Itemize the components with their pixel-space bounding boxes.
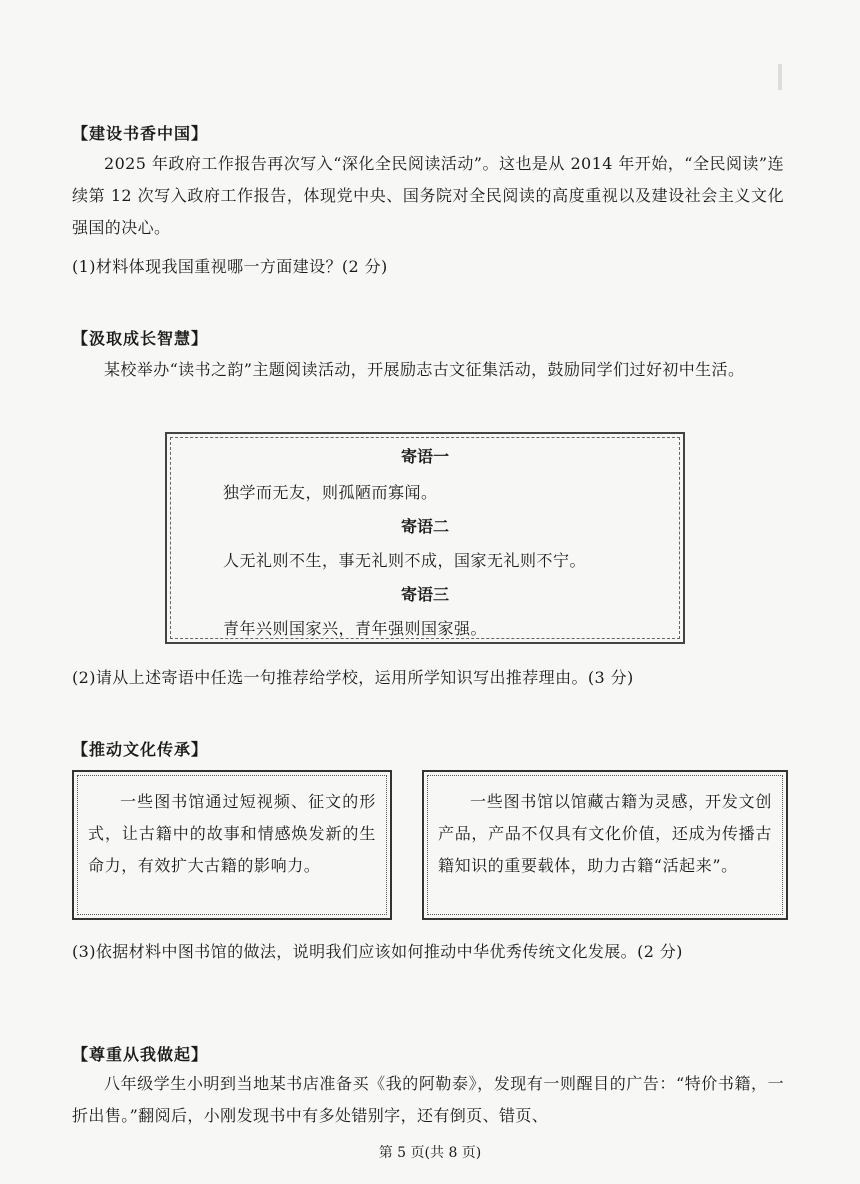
material-text-left: 一些图书馆通过短视频、征文的形式，让古籍中的故事和情感焕发新的生命力，有效扩大古籍的影响力。 <box>88 792 376 875</box>
section-paragraph-1: 2025 年政府工作报告再次写入“深化全民阅读活动”。这也是从 2014 年开始，“全民阅读”连续第 12 次写入政府工作报告，体现党中央、国务院对全民阅读的高度重视以及建设社会主义文化强国的决心。 <box>72 154 784 237</box>
quote-title-2: 寄语二 <box>400 517 449 536</box>
section-heading-2: 【汲取成长智慧】 <box>72 329 209 348</box>
question-1: (1)材料体现我国重视哪一方面建设？(2 分) <box>72 257 388 276</box>
page-footer: 第 5 页(共 8 页) <box>378 1145 482 1161</box>
section-heading-3: 【推动文化传承】 <box>72 740 209 759</box>
quotes-box <box>165 432 685 644</box>
quote-text-2: 人无礼则不生，事无礼则不成，国家无礼则不宁。 <box>223 551 587 570</box>
scan-mark <box>778 64 782 90</box>
quote-title-3: 寄语三 <box>400 585 449 604</box>
section-heading-1: 【建设书香中国】 <box>72 124 209 143</box>
section-heading-4: 【尊重从我做起】 <box>72 1045 209 1064</box>
section-paragraph-2: 某校举办“读书之韵”主题阅读活动，开展励志古文征集活动，鼓励同学们过好初中生活。 <box>104 360 745 379</box>
question-2: (2)请从上述寄语中任选一句推荐给学校，运用所学知识写出推荐理由。(3 分) <box>72 668 634 687</box>
quote-text-3: 青年兴则国家兴，青年强则国家强。 <box>223 619 488 638</box>
quote-text-1: 独学而无友，则孤陋而寡闻。 <box>223 483 438 502</box>
quote-title-1: 寄语一 <box>400 447 449 466</box>
material-text-right: 一些图书馆以馆藏古籍为灵感，开发文创产品，产品不仅具有文化价值，还成为传播古籍知识的重要载体，助力古籍“活起来”。 <box>438 792 772 875</box>
section-paragraph-4: 八年级学生小明到当地某书店准备买《我的阿勒泰》，发现有一则醒目的广告：“特价书籍，一折出售。”翻阅后，小刚发现书中有多处错别字，还有倒页、错页、 <box>72 1074 784 1125</box>
material-box-right <box>422 770 788 920</box>
question-3: (3)依据材料中图书馆的做法，说明我们应该如何推动中华优秀传统文化发展。(2 分) <box>72 942 683 961</box>
material-box-left <box>72 770 392 920</box>
